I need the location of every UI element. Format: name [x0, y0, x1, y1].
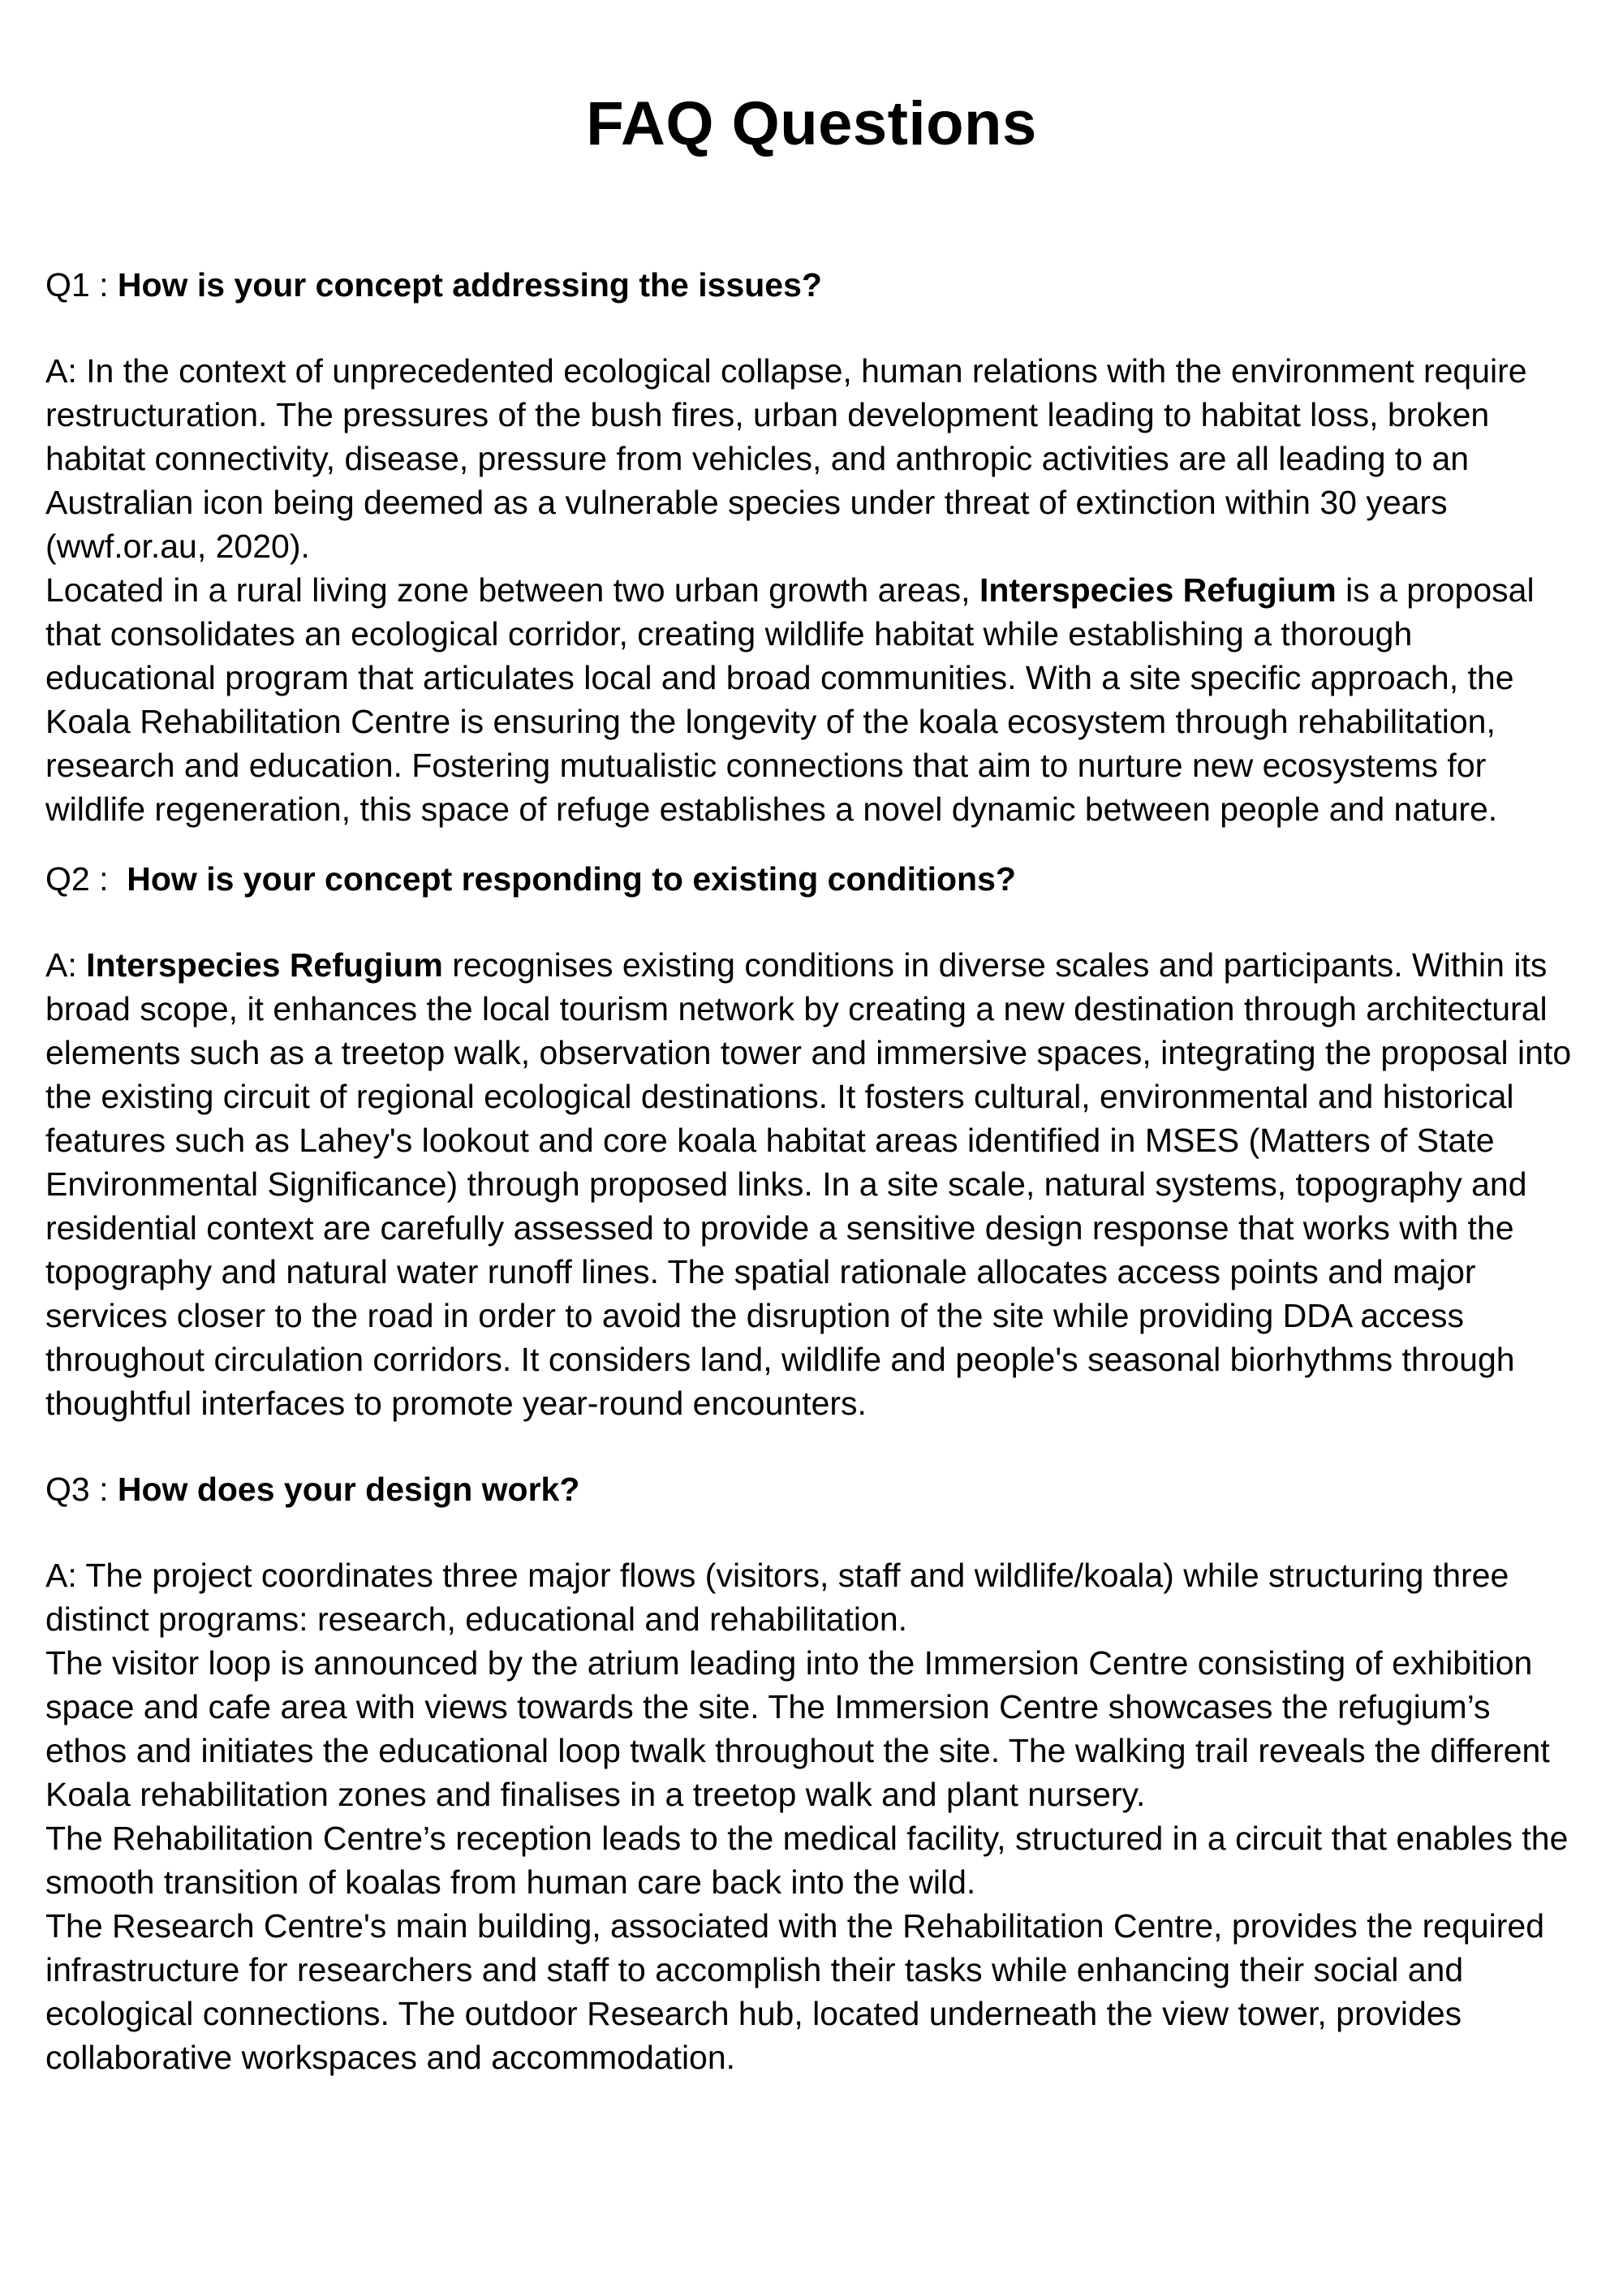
faq-answer-3 [45, 1553, 1578, 2079]
answer-text: Located in a rural living zone between two urban growth areas, [45, 571, 979, 609]
answer-paragraph: The Research Centre's main building, associated with the Rehabilitation Centre, provides the required infrastructure for researchers and staff to accomplish their tasks while enhancing their social and ecological connections. The outdoor Research hub, located underneath the view tower, provides collaborative workspaces and accommodation. [45, 1907, 1545, 2076]
answer-paragraph: A: The project coordinates three major flows (visitors, staff and wildlife/koala) while structuring three distinct programs: research, educational and rehabilitation. [45, 1557, 1509, 1638]
answer-text: recognises existing conditions in diverse scales and participants. Within its broad scope, it enhances the local tourism network by creating a new destination through architectural elements such as a treetop walk, observation tower and immersive spaces, integrating the proposal into the existing circuit of regional ecological destinations. It fosters cultural, environmental and historical features such as Lahey's lookout and core koala habitat areas identified in MSES (Matters of State Environmental Significance) through proposed links. In a site scale, natural systems, topography and residential context are carefully assessed to provide a sensitive design response that works with the topography and natural water runoff lines. The spatial rationale allocates access points and major services closer to the road in order to avoid the disruption of the site while providing DDA access throughout circulation corridors. It considers land, wildlife and people's seasonal biorhythms through thoughtful interfaces to promote year-round encounters. [45, 946, 1572, 1422]
faq-question-2 [45, 857, 1578, 901]
question-label: Q1 : [45, 266, 109, 304]
answer-prefix: A: [45, 946, 87, 984]
project-name-bold: Interspecies Refugium [86, 946, 443, 984]
answer-paragraph: The visitor loop is announced by the atrium leading into the Immersion Centre consisting of exhibition space and cafe area with views towards the site. The Immersion Centre showcases the refugium’s ethos and initiates the educational loop twalk throughout the site. The walking trail reveals the different Koala rehabilitation zones and finalises in a treetop walk and plant nursery. [45, 1644, 1550, 1813]
faq-question-1 [45, 263, 1578, 307]
answer-paragraph [45, 568, 1578, 831]
faq-answer-1 [45, 349, 1578, 831]
question-text: How does your design work? [117, 1471, 580, 1508]
answer-paragraph: A: In the context of unprecedented ecological collapse, human relations with the environment require restructuration. The pressures of the bush fires, urban development leading to habitat loss, broken habitat connectivity, disease, pressure from vehicles, and anthropic activities are all leading to an Australian icon being deemed as a vulnerable species under threat of extinction within 30 years (wwf.or.au, 2020). [45, 352, 1527, 565]
question-label: Q2 : [45, 860, 109, 898]
answer-paragraph [45, 943, 1578, 1425]
question-text: How is your concept responding to existing conditions? [127, 860, 1016, 898]
project-name-bold: Interspecies Refugium [979, 571, 1337, 609]
question-text: How is your concept addressing the issues? [117, 266, 822, 304]
faq-answer-2 [45, 943, 1578, 1425]
faq-question-3 [45, 1467, 1578, 1511]
answer-paragraph: The Rehabilitation Centre’s reception leads to the medical facility, structured in a circuit that enables the smooth transition of koalas from human care back into the wild. [45, 1820, 1569, 1901]
page-title: FAQ Questions [586, 89, 1037, 158]
question-label: Q3 : [45, 1471, 109, 1508]
answer-text: is a proposal that consolidates an ecological corridor, creating wildlife habitat while establishing a thorough educational program that articulates local and broad communities. With a site specific approach, the Koala Rehabilitation Centre is ensuring the longevity of the koala ecosystem through rehabilitation, research and education. Fostering mutualistic connections that aim to nurture new ecosystems for wildlife regeneration, this space of refuge establishes a novel dynamic between people and nature. [45, 571, 1535, 828]
